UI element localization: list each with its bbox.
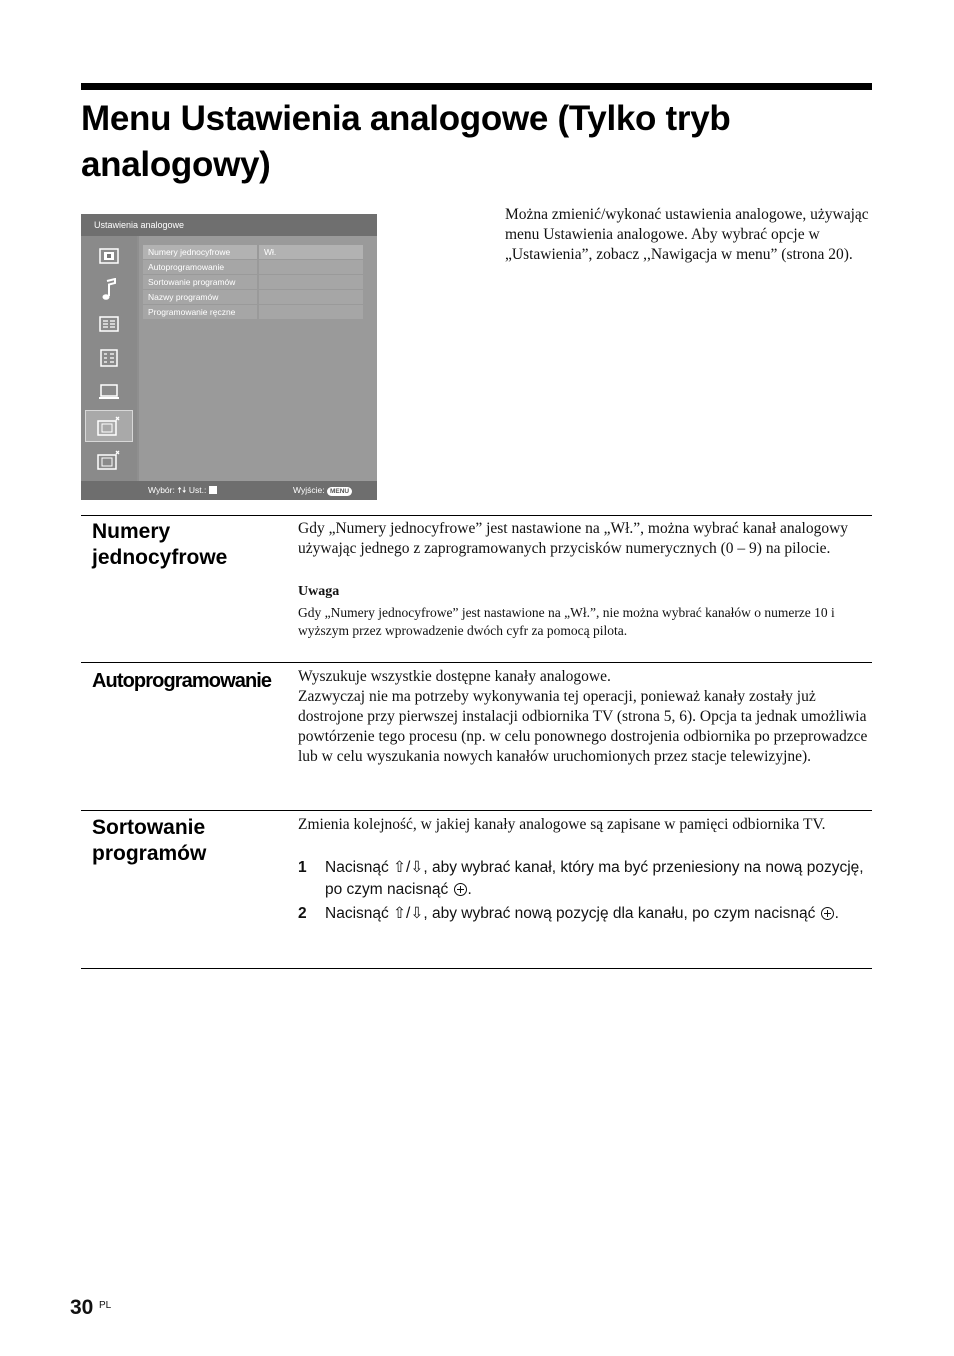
pc-icon — [85, 376, 133, 408]
step-text-end: . — [467, 881, 472, 898]
tv-menu-row-value: Wł. — [259, 245, 363, 259]
step-text — [325, 903, 873, 925]
analog-setup-icon — [85, 410, 133, 442]
section-heading: Numery jednocyfrowe — [92, 520, 228, 569]
note-text: Gdy „Numery jednocyfrowe” jest nastawione na „Wł.”, nie można wybrać kanałów o numerze 10 i wyższym przez wprowadzenie dwóch cyfr za pomocą pilota. — [298, 605, 835, 638]
tv-menu-panel — [139, 236, 377, 481]
page-number: 30 — [70, 1296, 94, 1319]
page-title: Menu Ustawienia analogowe (Tylko tryb analogowy) — [81, 99, 731, 184]
tv-footer-set-label: Ust.: — [188, 485, 207, 495]
screen-icon — [85, 308, 133, 340]
section-divider — [81, 515, 872, 516]
tv-menu-row — [143, 260, 363, 274]
tv-menu-row-label: Autoprogramowanie — [143, 260, 257, 274]
tv-menu-sidebar — [81, 236, 137, 481]
tv-footer-exit — [293, 481, 352, 500]
section-heading: Autoprogramowanie — [92, 670, 272, 692]
tv-menu-row-value — [259, 275, 363, 289]
section-divider — [81, 810, 872, 811]
step-number: 2 — [298, 905, 307, 922]
tv-menu-footer — [81, 481, 377, 500]
section-text: Zmienia kolejność, w jakiej kanały analogowe są zapisane w pamięci odbiornika TV. — [298, 816, 826, 833]
menu-key-icon: MENU — [327, 487, 352, 496]
step-text-end: . — [834, 905, 839, 922]
tv-menu-row-label: Sortowanie programów — [143, 275, 257, 289]
picture-icon — [85, 240, 133, 272]
tv-menu-header: Ustawienia analogowe — [81, 214, 377, 236]
tv-footer-select — [148, 481, 217, 500]
note-title: Uwaga — [298, 584, 340, 599]
enter-button-icon — [821, 907, 834, 920]
page-language: PL — [99, 1300, 112, 1311]
tv-menu-row-label: Programowanie ręczne — [143, 305, 257, 319]
tv-menu-row-value — [259, 290, 363, 304]
enter-button-icon — [454, 883, 467, 896]
up-arrow-icon: 🠅 — [177, 485, 182, 495]
step-text-main: Nacisnąć ⇧/⇩, aby wybrać nową pozycję dla kanału, po czym nacisnąć — [325, 905, 816, 922]
step-text-main: Nacisnąć ⇧/⇩, aby wybrać kanał, który ma być przeniesiony na nową pozycję, po czym nacisnąć — [325, 859, 864, 898]
tv-footer-exit-label: Wyjście: — [293, 485, 325, 495]
section-heading: Sortowanie programów — [92, 816, 207, 865]
features-icon — [85, 342, 133, 374]
tv-footer-select-label: Wybór: — [148, 485, 175, 495]
section-text: Wyszukuje wszystkie dostępne kanały analogowe. Zazwyczaj nie ma potrzeby wykonywania tej operacji, ponieważ kanały zostały już dostrojone przy pierwszej instalacji odbiornika TV (strona 5, 6). Opcja ta jednak umożliwia powtórzenie tego procesu (np. w celu ponownego dostrojenia odbiornika po przeprowadzce lub w celu wyszukania nowych kanałów uruchomionych przez stacje telewizyjne). — [298, 668, 868, 765]
intro-text: Można zmienić/wykonać ustawienia analogowe, używając menu Ustawienia analogowe. Aby wybrać opcje w „Ustawienia”, zobacz ,,Nawigacja w menu” (strona 20). — [505, 206, 869, 263]
tv-menu-row-value — [259, 305, 363, 319]
tv-menu-row — [143, 290, 363, 304]
tv-menu-row-label: Nazwy programów — [143, 290, 257, 304]
sound-icon — [85, 274, 133, 306]
title-rule — [81, 83, 872, 90]
tv-menu-row-value — [259, 260, 363, 274]
step-number: 1 — [298, 859, 307, 876]
tv-menu-row — [143, 305, 363, 319]
step-text — [325, 857, 873, 901]
enter-key-icon — [209, 486, 217, 494]
section-divider — [81, 662, 872, 663]
section-text: Gdy „Numery jednocyfrowe” jest nastawione na „Wł.”, można wybrać kanał analogowy używając jednego z zaprogramowanych przycisków numerycznych (0 – 9) na pilocie. — [298, 520, 849, 557]
down-arrow-icon: 🠇 — [181, 485, 187, 495]
tv-menu-row — [143, 245, 363, 259]
tv-menu-row — [143, 275, 363, 289]
section-divider — [81, 968, 872, 969]
tv-menu-row-label: Numery jednocyfrowe — [143, 245, 257, 259]
tv-menu-screenshot — [81, 214, 377, 500]
digital-setup-icon — [85, 444, 133, 476]
